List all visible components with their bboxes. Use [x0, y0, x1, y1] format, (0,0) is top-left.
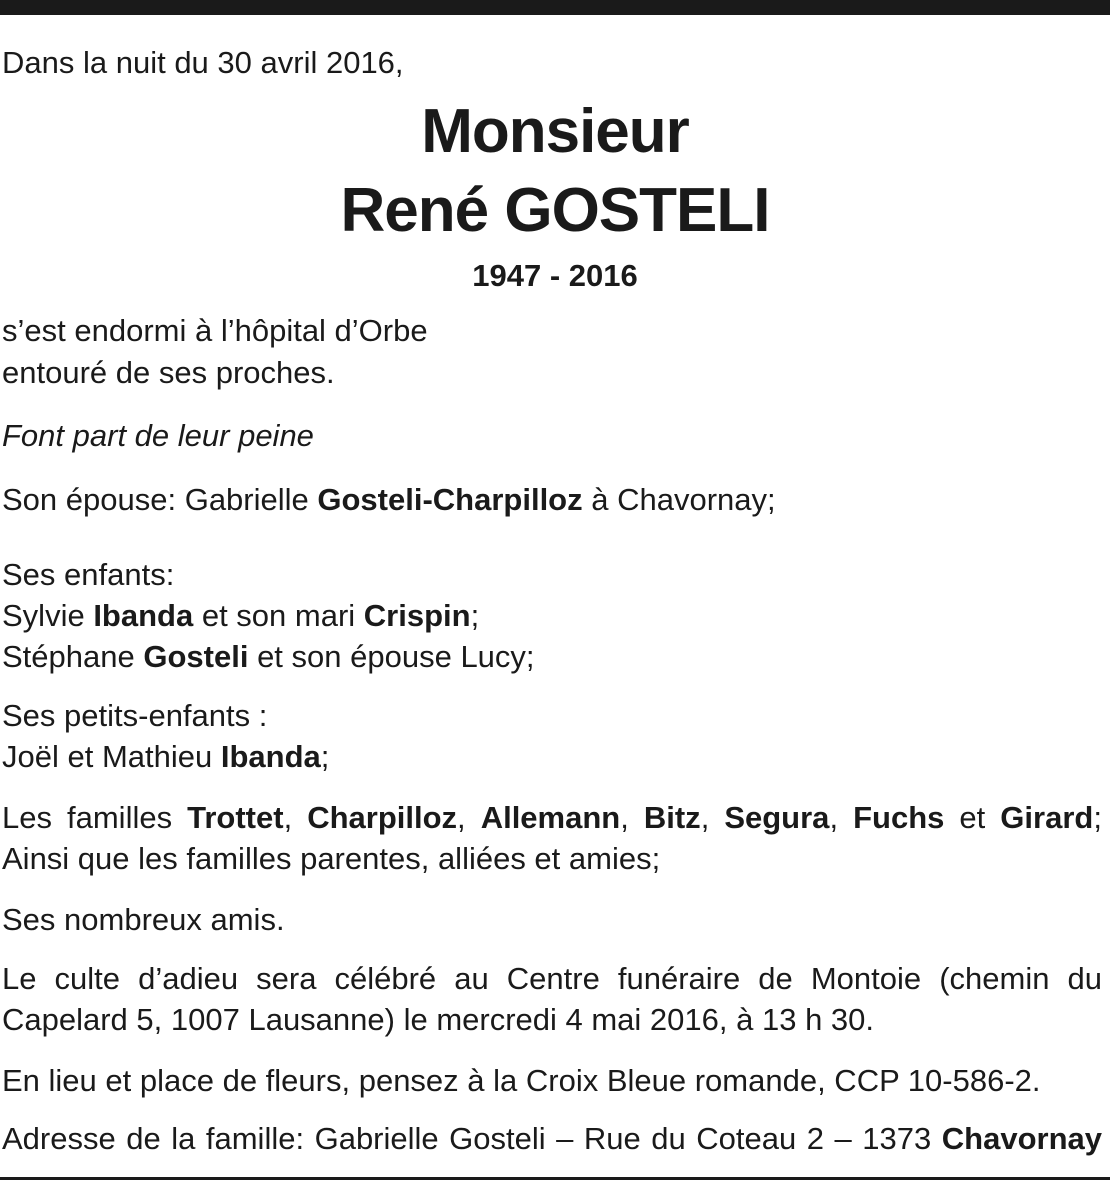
friends-text: Ses nombreux amis. [2, 902, 285, 937]
flowers-text: En lieu et place de fleurs, pensez à la Croix Bleue romande, CCP 10-586-2. [2, 1063, 1041, 1098]
family-name: Trottet [187, 800, 284, 835]
child-1-last: Ibanda [93, 598, 194, 633]
families-and: et [944, 800, 1001, 835]
family-name: Allemann [480, 800, 621, 835]
announce-text: Font part de leur peine [2, 418, 314, 453]
grandchildren-heading: Ses petits-enfants : [2, 698, 268, 733]
family-name: Bitz [643, 800, 701, 835]
address-line [2, 1121, 1102, 1157]
family-name: Charpilloz [307, 800, 458, 835]
child-1-line [2, 598, 479, 634]
families-sep: , [620, 800, 644, 835]
spouse-line [2, 482, 776, 518]
address-town: Chavornay [941, 1121, 1102, 1156]
child-2-rest: et son épouse Lucy; [248, 639, 535, 674]
ceremony-line-1: Le culte d’adieu sera célébré au Centre funéraire de Montoie (chemin du [2, 961, 1102, 996]
bottom-border-rule [0, 1177, 1110, 1180]
families-line [2, 800, 1102, 836]
grandchildren-end: ; [320, 739, 330, 774]
families-line-2: Ainsi que les familles parentes, alliées et amies; [2, 841, 661, 876]
child-1-end: ; [470, 598, 480, 633]
families-sep: , [829, 800, 854, 835]
families-prefix: Les familles [2, 800, 188, 835]
child-2-last: Gosteli [143, 639, 249, 674]
grandchildren-last: Ibanda [220, 739, 321, 774]
children-heading: Ses enfants: [2, 557, 175, 592]
families-sep: , [700, 800, 725, 835]
family-name: Segura [724, 800, 830, 835]
spouse-prefix: Son épouse: Gabrielle [2, 482, 318, 517]
child-2-first: Stéphane [2, 639, 144, 674]
grandchildren-line [2, 739, 329, 775]
life-years: 1947 - 2016 [472, 258, 638, 293]
death-line-2: entouré de ses proches. [2, 355, 335, 390]
address-prefix: Adresse de la famille: Gabrielle Gosteli – Rue du Coteau 2 – 1373 [2, 1121, 942, 1156]
family-name-last: Girard [1000, 800, 1094, 835]
families-end: ; [1093, 800, 1102, 835]
top-border-rule [0, 0, 1110, 15]
child-1-first: Sylvie [2, 598, 94, 633]
child-2-line [2, 639, 535, 675]
families-sep: , [283, 800, 308, 835]
title-name: René GOSTELI [340, 176, 770, 245]
families-sep: , [457, 800, 481, 835]
grandchildren-names: Joël et Mathieu [2, 739, 221, 774]
child-1-partner: Crispin [363, 598, 471, 633]
child-1-mid: et son mari [193, 598, 364, 633]
intro-text: Dans la nuit du 30 avril 2016, [2, 45, 404, 80]
ceremony-line-2: Capelard 5, 1007 Lausanne) le mercredi 4 mai 2016, à 13 h 30. [2, 1002, 875, 1037]
death-line-1: s’est endormi à l’hôpital d’Orbe [2, 313, 428, 348]
title-monsieur: Monsieur [421, 97, 689, 166]
family-name: Fuchs [853, 800, 945, 835]
spouse-name: Gosteli-Charpilloz [317, 482, 583, 517]
spouse-suffix: à Chavornay; [582, 482, 776, 517]
